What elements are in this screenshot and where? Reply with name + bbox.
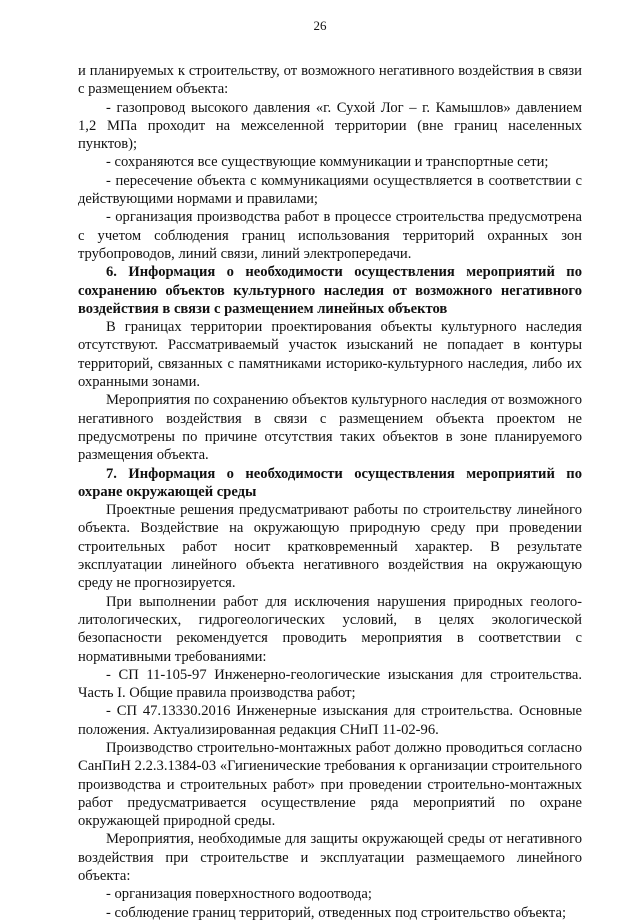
list-item: - организация производства работ в процессе строительства предусмотрена с учетом соблюдения границ использования территорий охранных зон трубопроводов, линий связи, линий электропередачи. — [78, 209, 582, 262]
paragraph: При выполнении работ для исключения нарушения природных геолого-литологических, гидрогеологических условий, в целях экологической безопасности рекомендуется проводить мероприятия в соответствии с нормативными требованиями: — [78, 593, 582, 665]
page-number: 26 — [313, 18, 327, 33]
paragraph-continuation: и планируемых к строительству, от возможного негативного воздействия в связи с размещением объекта: — [78, 63, 582, 98]
list-item: - пересечение объекта с коммуникациями осуществляется в соответствии с действующими нормами и правилами; — [78, 172, 582, 208]
list-item: - соблюдение границ территорий, отведенных под строительство объекта; — [106, 904, 567, 921]
document-body — [78, 62, 582, 922]
paragraph: В границах территории проектирования объекты культурного наследия отсутствуют. Рассматриваемый участок изысканий не попадает в контуры территорий, связанных с памятниками историко-культурного наследия, либо их охранными зонами. — [78, 319, 582, 391]
list-item: - СП 11-105-97 Инженерно-геологические изыскания для строительства. Часть I. Общие правила производства работ; — [78, 666, 582, 702]
list-item: - сохраняются все существующие коммуникации и транспортные сети; — [106, 154, 549, 171]
list-item: - газопровод высокого давления «г. Сухой Лог – г. Камышлов» давлением 1,2 МПа проходит на межселенной территории (вне границ населенных пунктов); — [78, 99, 582, 153]
section-heading-7: 7. Информация о необходимости осуществления мероприятий по охране окружающей среды — [78, 465, 582, 500]
paragraph: Производство строительно-монтажных работ должно проводиться согласно СанПиН 2.2.3.1384-03 «Гигиенические требования к организации строительного производства и строительных работ» при проведении строительно-монтажных работ предусматривается осуществление ряда мероприятий по охране окружающей природной среды. — [78, 739, 582, 830]
list-item: - организация поверхностного водоотвода; — [106, 886, 372, 903]
section-heading-6: 6. Информация о необходимости осуществления мероприятий по сохранению объектов культурного наследия от возможного негативного воздействия в связи с размещением линейных объектов — [78, 264, 582, 317]
list-item: - СП 47.13330.2016 Инженерные изыскания для строительства. Основные положения. Актуализированная редакция СНиП 11-02-96. — [78, 703, 582, 738]
paragraph: Мероприятия, необходимые для защиты окружающей среды от негативного воздействия при строительстве и эксплуатации размещаемого линейного объекта: — [78, 831, 582, 885]
paragraph: Мероприятия по сохранению объектов культурного наследия от возможного негативного воздействия в связи с размещением объекта проектом не предусмотрены по причине отсутствия таких объектов в зоне планируемого размещения объекта. — [78, 392, 582, 464]
paragraph: Проектные решения предусматривают работы по строительству линейного объекта. Воздействие на окружающую природную среду при проведении строительных работ носит кратковременный характер. В результате эксплуатации линейного объекта негативного воздействия на окружающую среду не прогнозируется. — [78, 502, 582, 592]
